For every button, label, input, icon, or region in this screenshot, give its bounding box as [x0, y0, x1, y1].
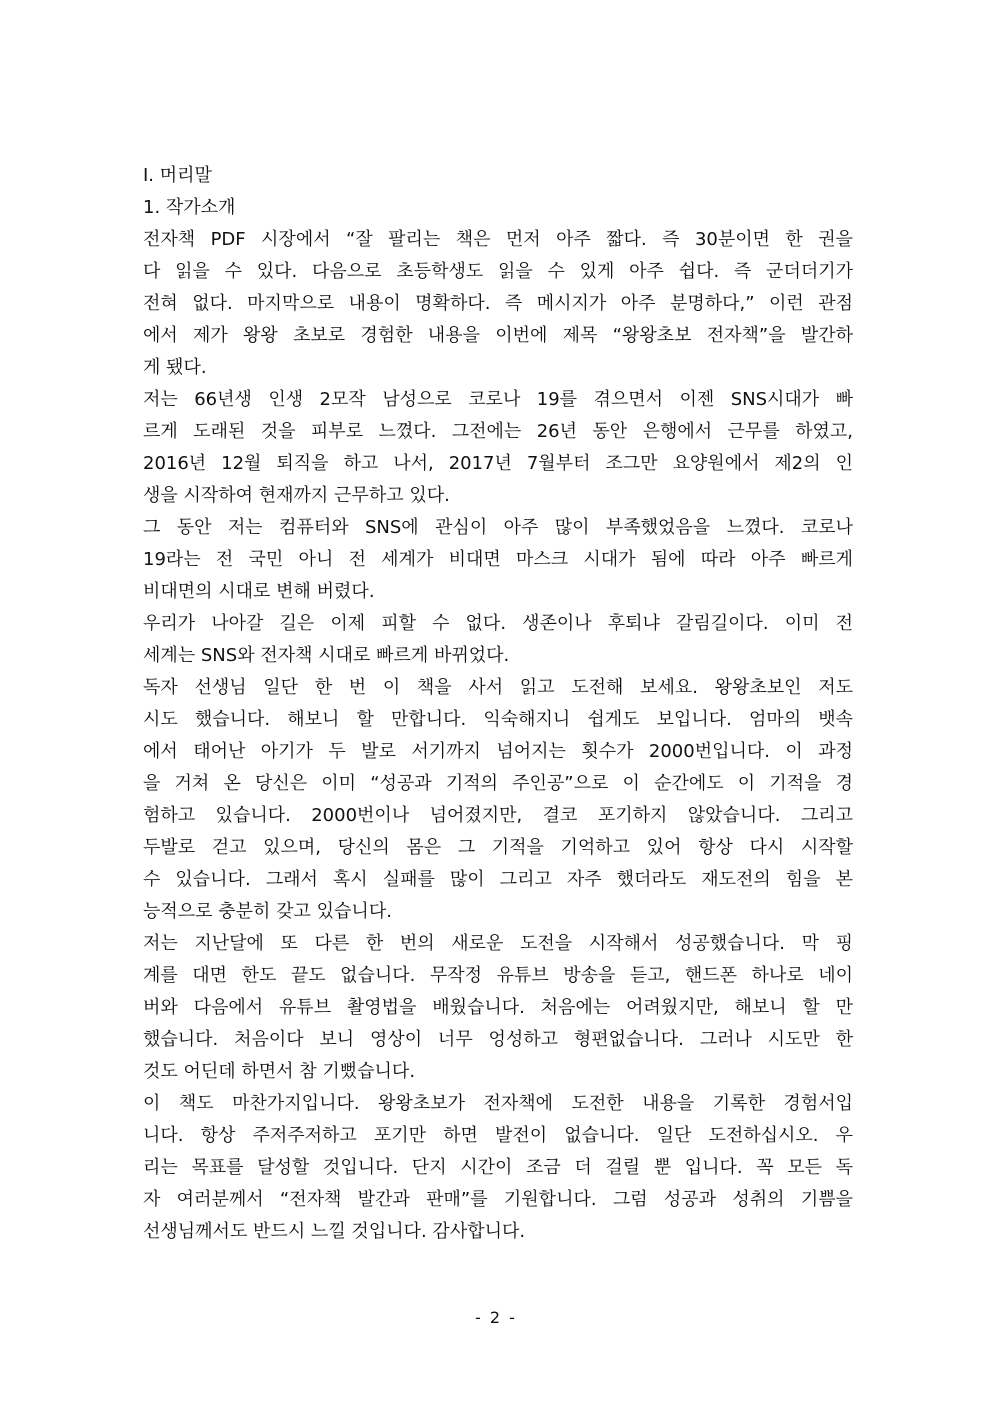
- text-line: 두발로 걷고 있으며, 당신의 몸은 그 기적을 기억하고 있어 항상 다시 시작할: [143, 837, 853, 858]
- text-line: 2016년 12월 퇴직을 하고 나서, 2017년 7월부터 조그만 요양원에서 제2의 인: [143, 453, 853, 474]
- text-line: 버와 다음에서 유튜브 촬영법을 배웠습니다. 처음에는 어려웠지만, 해보니 할 만: [143, 997, 853, 1018]
- text-line: 비대면의 시대로 변해 버렸다.: [143, 581, 375, 602]
- subsection-heading: 1. 작가소개: [143, 197, 236, 218]
- paragraph: [143, 1088, 853, 1248]
- text-line: 전자책 PDF 시장에서 “잘 팔리는 책은 먼저 아주 짧다. 즉 30분이면 한 권을: [143, 229, 853, 250]
- paragraph: [143, 928, 853, 1088]
- text-line: 전혀 없다. 마지막으로 내용이 명확하다. 즉 메시지가 아주 분명하다,” 이런 관점: [143, 293, 853, 314]
- text-line: 게 됐다.: [143, 357, 207, 378]
- text-line: 생을 시작하여 현재까지 근무하고 있다.: [143, 485, 450, 506]
- text-line: 저는 지난달에 또 다른 한 번의 새로운 도전을 시작해서 성공했습니다. 막 핑: [143, 933, 853, 954]
- paragraph: [143, 224, 853, 384]
- text-line: 자 여러분께서 “전자책 발간과 판매”를 기원합니다. 그럼 성공과 성취의 기쁨을: [143, 1189, 853, 1210]
- text-line: 저는 66년생 인생 2모작 남성으로 코로나 19를 겪으면서 이젠 SNS시대가 빠: [143, 389, 853, 410]
- section-heading: Ⅰ. 머리말: [143, 165, 212, 186]
- text-line: 능적으로 충분히 갖고 있습니다.: [143, 901, 392, 922]
- text-line: 수 있습니다. 그래서 혹시 실패를 많이 그리고 자주 했더라도 재도전의 힘을 본: [143, 869, 853, 890]
- text-line: 독자 선생님 일단 한 번 이 책을 사서 읽고 도전해 보세요. 왕왕초보인 저도: [143, 677, 853, 698]
- text-line: 했습니다. 처음이다 보니 영상이 너무 엉성하고 형편없습니다. 그러나 시도만 한: [143, 1029, 853, 1050]
- text-line: 시도 했습니다. 해보니 할 만합니다. 익숙해지니 쉽게도 보입니다. 엄마의 뱃속: [143, 709, 853, 730]
- text-line: 에서 태어난 아기가 두 발로 서기까지 넘어지는 횟수가 2000번입니다. 이 과정: [143, 741, 853, 762]
- text-line: 을 거쳐 온 당신은 이미 “성공과 기적의 주인공”으로 이 순간에도 이 기적을 경: [143, 773, 853, 794]
- text-line: 에서 제가 왕왕 초보로 경험한 내용을 이번에 제목 “왕왕초보 전자책”을 발간하: [143, 325, 853, 346]
- text-line: 그 동안 저는 컴퓨터와 SNS에 관심이 아주 많이 부족했었음을 느꼈다. 코로나: [143, 517, 853, 538]
- text-line: 것도 어딘데 하면서 참 기뻤습니다.: [143, 1061, 416, 1082]
- paragraph: [143, 608, 853, 672]
- paragraph: [143, 512, 853, 608]
- body-text: [143, 224, 853, 1248]
- text-line: 니다. 항상 주저주저하고 포기만 하면 발전이 없습니다. 일단 도전하십시오. 우: [143, 1125, 853, 1146]
- text-line: 계를 대면 한도 끝도 없습니다. 무작정 유튜브 방송을 듣고, 핸드폰 하나로 네이: [143, 965, 853, 986]
- page-number: - 2 -: [475, 1308, 517, 1327]
- text-line: 선생님께서도 반드시 느낄 것입니다. 감사합니다.: [143, 1221, 526, 1242]
- text-line: 세계는 SNS와 전자책 시대로 빠르게 바뀌었다.: [143, 645, 510, 666]
- text-line: 다 읽을 수 있다. 다음으로 초등학생도 읽을 수 있게 아주 쉽다. 즉 군더더기가: [143, 261, 853, 282]
- text-line: 르게 도래된 것을 피부로 느꼈다. 그전에는 26년 동안 은행에서 근무를 하였고,: [143, 421, 853, 442]
- text-line: 우리가 나아갈 길은 이제 피할 수 없다. 생존이나 후퇴냐 갈림길이다. 이미 전: [143, 613, 853, 634]
- text-line: 리는 목표를 달성할 것입니다. 단지 시간이 조금 더 걸릴 뿐 입니다. 꼭 모든 독: [143, 1157, 853, 1178]
- paragraph: [143, 672, 853, 928]
- paragraph: [143, 384, 853, 512]
- text-line: 험하고 있습니다. 2000번이나 넘어졌지만, 결코 포기하지 않았습니다. 그리고: [143, 805, 853, 826]
- text-line: 이 책도 마찬가지입니다. 왕왕초보가 전자책에 도전한 내용을 기록한 경험서입: [143, 1093, 853, 1114]
- page-content: [143, 160, 853, 1248]
- text-line: 19라는 전 국민 아니 전 세계가 비대면 마스크 시대가 됨에 따라 아주 빠르게: [143, 549, 853, 570]
